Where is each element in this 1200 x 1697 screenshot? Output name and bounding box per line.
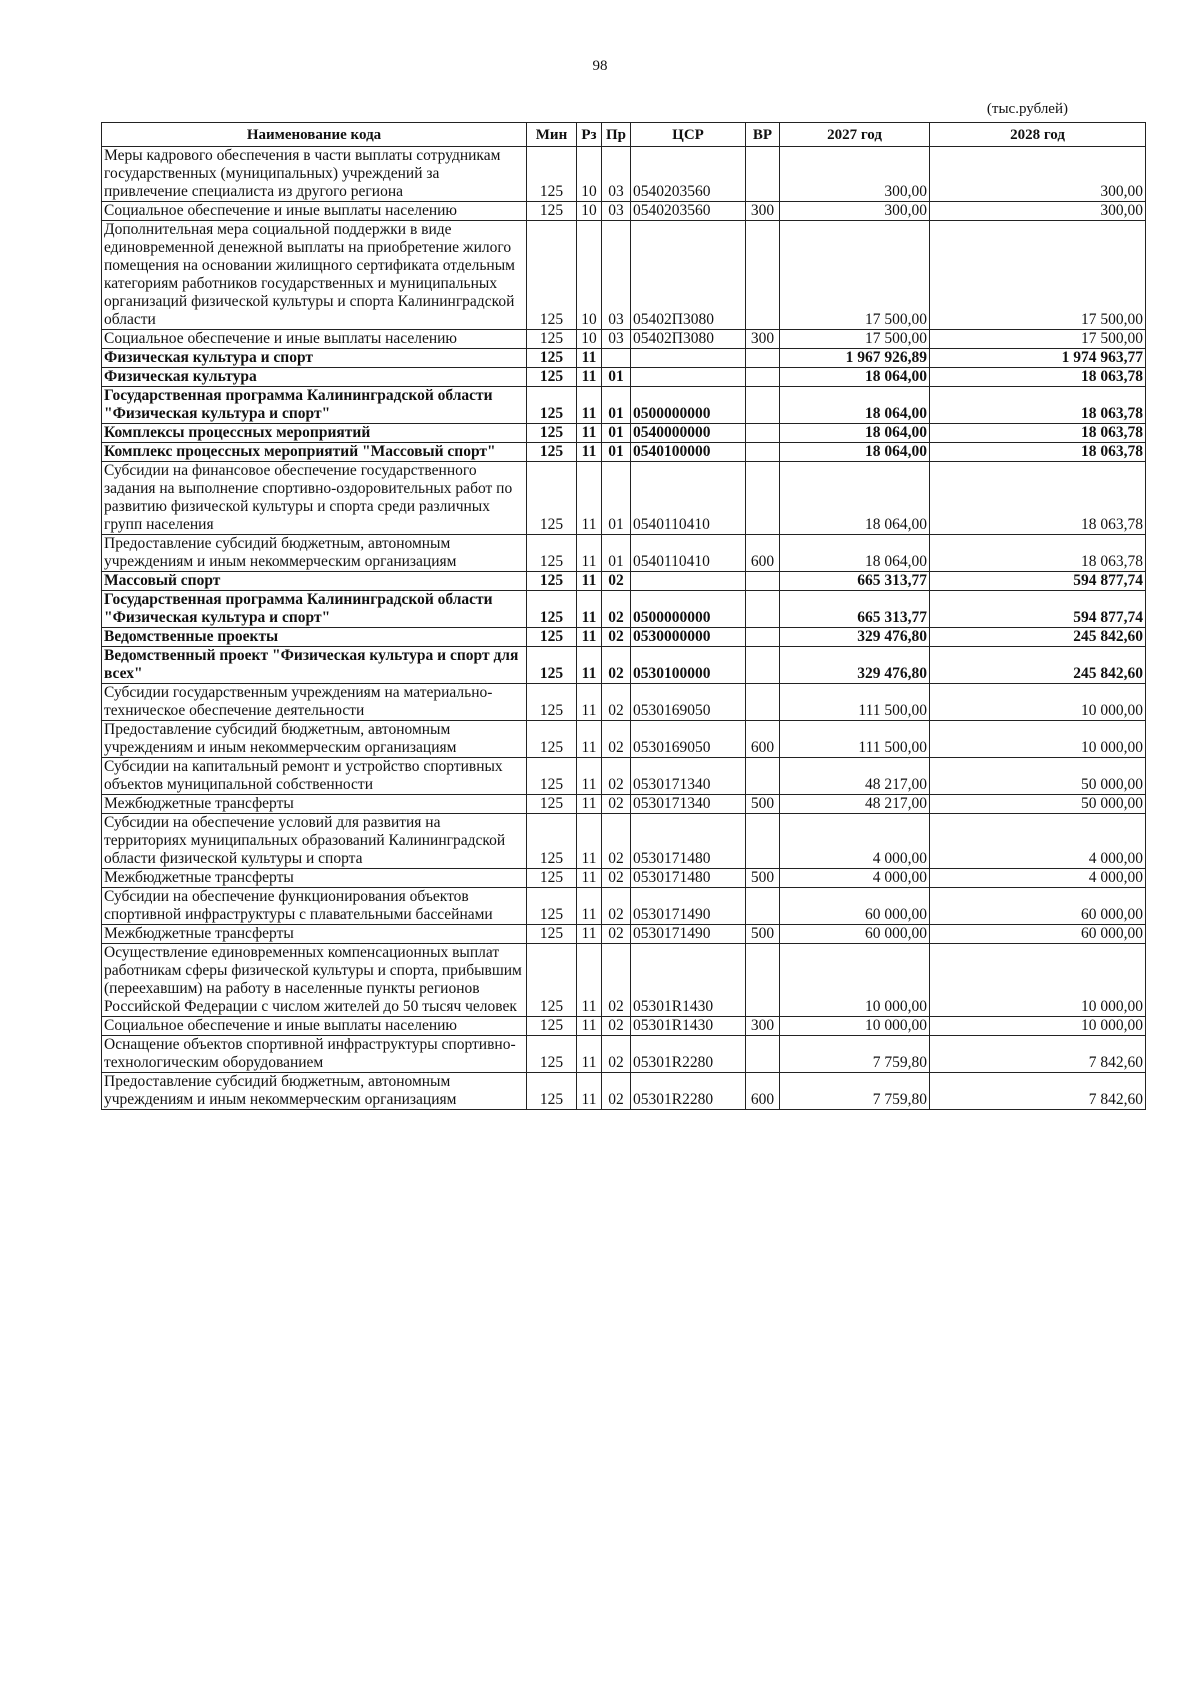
cell-2028: 594 877,74: [930, 572, 1146, 591]
cell-csr: 05301R2280: [631, 1036, 746, 1073]
cell-min: 125: [527, 888, 577, 925]
cell-2028: 10 000,00: [930, 721, 1146, 758]
cell-csr: 0530171480: [631, 869, 746, 888]
cell-csr: 0540110410: [631, 462, 746, 535]
table-row: [102, 349, 1146, 368]
cell-rz: 11: [577, 925, 602, 944]
cell-vr: [746, 684, 780, 721]
cell-min: 125: [527, 147, 577, 202]
cell-2027: 111 500,00: [780, 684, 930, 721]
cell-vr: [746, 1036, 780, 1073]
table-row: [102, 721, 1146, 758]
cell-2028: 4 000,00: [930, 869, 1146, 888]
cell-2028: 50 000,00: [930, 758, 1146, 795]
cell-name: Комплексы процессных мероприятий: [102, 424, 527, 443]
cell-2027: 18 064,00: [780, 535, 930, 572]
cell-pr: [602, 349, 631, 368]
cell-pr: 02: [602, 944, 631, 1017]
cell-csr: 0530171490: [631, 888, 746, 925]
cell-csr: [631, 349, 746, 368]
cell-2028: 4 000,00: [930, 814, 1146, 869]
cell-name: Предоставление субсидий бюджетным, автономным учреждениям и иным некоммерческим организациям: [102, 721, 527, 758]
cell-pr: 02: [602, 869, 631, 888]
cell-vr: 600: [746, 535, 780, 572]
cell-name: Межбюджетные трансферты: [102, 925, 527, 944]
cell-2028: 18 063,78: [930, 387, 1146, 424]
cell-name: Межбюджетные трансферты: [102, 869, 527, 888]
cell-rz: 11: [577, 888, 602, 925]
column-header-2028: 2028 год: [930, 123, 1146, 147]
cell-2028: 18 063,78: [930, 462, 1146, 535]
cell-name: Предоставление субсидий бюджетным, автономным учреждениям и иным некоммерческим организациям: [102, 535, 527, 572]
cell-min: 125: [527, 424, 577, 443]
cell-2028: 60 000,00: [930, 925, 1146, 944]
cell-vr: [746, 647, 780, 684]
cell-pr: 02: [602, 795, 631, 814]
cell-rz: 11: [577, 628, 602, 647]
cell-name: Оснащение объектов спортивной инфраструктуры спортивно-технологическим оборудованием: [102, 1036, 527, 1073]
cell-2027: 665 313,77: [780, 591, 930, 628]
cell-rz: 11: [577, 721, 602, 758]
cell-2027: 18 064,00: [780, 424, 930, 443]
table-row: [102, 330, 1146, 349]
cell-pr: 02: [602, 1073, 631, 1110]
cell-vr: 500: [746, 925, 780, 944]
cell-min: 125: [527, 572, 577, 591]
cell-vr: 500: [746, 795, 780, 814]
budget-table: [101, 122, 1146, 1110]
table-row: [102, 443, 1146, 462]
units-label: (тыс.рублей): [986, 101, 1068, 117]
cell-2027: 1 967 926,89: [780, 349, 930, 368]
cell-2027: 329 476,80: [780, 647, 930, 684]
cell-2028: 594 877,74: [930, 591, 1146, 628]
column-header-vr: ВР: [746, 123, 780, 147]
cell-min: 125: [527, 462, 577, 535]
cell-csr: 0540203560: [631, 147, 746, 202]
cell-name: Субсидии на обеспечение условий для развития на территориях муниципальных образований Калининградской области физической культуры и спорта: [102, 814, 527, 869]
cell-min: 125: [527, 684, 577, 721]
cell-pr: 02: [602, 628, 631, 647]
cell-rz: 11: [577, 535, 602, 572]
cell-vr: [746, 462, 780, 535]
cell-name: Ведомственный проект "Физическая культура и спорт для всех": [102, 647, 527, 684]
column-header-csr: ЦСР: [631, 123, 746, 147]
cell-2027: 60 000,00: [780, 925, 930, 944]
cell-min: 125: [527, 1073, 577, 1110]
cell-rz: 11: [577, 1073, 602, 1110]
cell-min: 125: [527, 647, 577, 684]
cell-pr: 02: [602, 814, 631, 869]
cell-vr: [746, 147, 780, 202]
table-row: [102, 647, 1146, 684]
cell-vr: [746, 443, 780, 462]
cell-csr: 0540100000: [631, 443, 746, 462]
cell-pr: 03: [602, 330, 631, 349]
cell-pr: 02: [602, 758, 631, 795]
table-row: [102, 814, 1146, 869]
table-row: [102, 535, 1146, 572]
cell-2027: 300,00: [780, 202, 930, 221]
table-row: [102, 147, 1146, 202]
cell-csr: 0530100000: [631, 647, 746, 684]
table-row: [102, 869, 1146, 888]
cell-min: 125: [527, 330, 577, 349]
cell-2027: 18 064,00: [780, 387, 930, 424]
table-row: [102, 221, 1146, 330]
cell-2027: 4 000,00: [780, 869, 930, 888]
cell-2027: 18 064,00: [780, 443, 930, 462]
table-row: [102, 572, 1146, 591]
cell-pr: 01: [602, 443, 631, 462]
cell-min: 125: [527, 1036, 577, 1073]
cell-vr: [746, 387, 780, 424]
cell-min: 125: [527, 1017, 577, 1036]
cell-2027: 60 000,00: [780, 888, 930, 925]
cell-2027: 10 000,00: [780, 944, 930, 1017]
cell-name: Субсидии на финансовое обеспечение государственного задания на выполнение спортивно-оздоровительных работ по развитию физической культуры и спорта среди различных групп населения: [102, 462, 527, 535]
cell-csr: 05402П3080: [631, 221, 746, 330]
table-row: [102, 591, 1146, 628]
table-body: [102, 147, 1146, 1110]
cell-2027: 329 476,80: [780, 628, 930, 647]
cell-2027: 665 313,77: [780, 572, 930, 591]
cell-2028: 10 000,00: [930, 944, 1146, 1017]
cell-name: Социальное обеспечение и иные выплаты населению: [102, 1017, 527, 1036]
cell-min: 125: [527, 202, 577, 221]
cell-2027: 48 217,00: [780, 795, 930, 814]
cell-name: Социальное обеспечение и иные выплаты населению: [102, 330, 527, 349]
cell-pr: 02: [602, 721, 631, 758]
cell-min: 125: [527, 221, 577, 330]
cell-vr: 300: [746, 1017, 780, 1036]
cell-vr: [746, 888, 780, 925]
cell-csr: 0530169050: [631, 721, 746, 758]
cell-2028: 50 000,00: [930, 795, 1146, 814]
cell-csr: 05402П3080: [631, 330, 746, 349]
cell-pr: 01: [602, 462, 631, 535]
cell-2028: 10 000,00: [930, 684, 1146, 721]
cell-min: 125: [527, 368, 577, 387]
cell-min: 125: [527, 628, 577, 647]
column-header-rz: Рз: [577, 123, 602, 147]
table-row: [102, 387, 1146, 424]
cell-2028: 245 842,60: [930, 628, 1146, 647]
cell-vr: [746, 424, 780, 443]
cell-rz: 11: [577, 1017, 602, 1036]
table-row: [102, 795, 1146, 814]
cell-rz: 11: [577, 869, 602, 888]
cell-2028: 17 500,00: [930, 330, 1146, 349]
cell-pr: 02: [602, 591, 631, 628]
cell-vr: [746, 368, 780, 387]
cell-name: Меры кадрового обеспечения в части выплаты сотрудникам государственных (муниципальных) учреждений за привлечение специалиста из другого региона: [102, 147, 527, 202]
cell-2028: 245 842,60: [930, 647, 1146, 684]
cell-pr: 02: [602, 684, 631, 721]
cell-vr: 600: [746, 1073, 780, 1110]
cell-2027: 10 000,00: [780, 1017, 930, 1036]
cell-rz: 11: [577, 591, 602, 628]
cell-2028: 18 063,78: [930, 368, 1146, 387]
cell-2027: 17 500,00: [780, 330, 930, 349]
cell-name: Комплекс процессных мероприятий "Массовый спорт": [102, 443, 527, 462]
cell-min: 125: [527, 814, 577, 869]
column-header-pr: Пр: [602, 123, 631, 147]
cell-csr: 0540203560: [631, 202, 746, 221]
table-header-row: [102, 123, 1146, 147]
cell-pr: 02: [602, 888, 631, 925]
cell-min: 125: [527, 721, 577, 758]
cell-2027: 300,00: [780, 147, 930, 202]
cell-rz: 10: [577, 221, 602, 330]
cell-pr: 03: [602, 147, 631, 202]
cell-2028: 300,00: [930, 147, 1146, 202]
cell-vr: [746, 572, 780, 591]
cell-2027: 48 217,00: [780, 758, 930, 795]
table-row: [102, 424, 1146, 443]
cell-rz: 11: [577, 944, 602, 1017]
cell-pr: 03: [602, 221, 631, 330]
cell-vr: [746, 944, 780, 1017]
cell-2028: 7 842,60: [930, 1073, 1146, 1110]
cell-vr: [746, 349, 780, 368]
cell-name: Осуществление единовременных компенсационных выплат работникам сферы физической культуры и спорта, прибывшим (переехавшим) на работу в населенные пункты регионов Российской Федерации с числом жителей до 50 тысяч человек: [102, 944, 527, 1017]
cell-rz: 11: [577, 572, 602, 591]
cell-rz: 11: [577, 647, 602, 684]
cell-rz: 11: [577, 795, 602, 814]
table-row: [102, 368, 1146, 387]
cell-name: Государственная программа Калининградской области "Физическая культура и спорт": [102, 387, 527, 424]
cell-2028: 10 000,00: [930, 1017, 1146, 1036]
cell-2027: 7 759,80: [780, 1036, 930, 1073]
cell-2028: 7 842,60: [930, 1036, 1146, 1073]
table-row: [102, 1036, 1146, 1073]
cell-csr: 05301R2280: [631, 1073, 746, 1110]
table-row: [102, 925, 1146, 944]
cell-rz: 11: [577, 1036, 602, 1073]
cell-2027: 111 500,00: [780, 721, 930, 758]
cell-name: Государственная программа Калининградской области "Физическая культура и спорт": [102, 591, 527, 628]
cell-min: 125: [527, 443, 577, 462]
cell-min: 125: [527, 349, 577, 368]
cell-2028: 18 063,78: [930, 443, 1146, 462]
table-row: [102, 888, 1146, 925]
cell-csr: 0530000000: [631, 628, 746, 647]
cell-pr: 02: [602, 1036, 631, 1073]
cell-rz: 10: [577, 330, 602, 349]
cell-csr: 0530171340: [631, 758, 746, 795]
cell-min: 125: [527, 758, 577, 795]
cell-rz: 11: [577, 368, 602, 387]
cell-csr: [631, 572, 746, 591]
cell-min: 125: [527, 591, 577, 628]
cell-rz: 11: [577, 387, 602, 424]
cell-pr: 01: [602, 387, 631, 424]
cell-vr: [746, 591, 780, 628]
cell-csr: 0530171340: [631, 795, 746, 814]
cell-rz: 11: [577, 814, 602, 869]
cell-2027: 18 064,00: [780, 368, 930, 387]
cell-name: Субсидии государственным учреждениям на материально-техническое обеспечение деятельности: [102, 684, 527, 721]
cell-csr: 0530171490: [631, 925, 746, 944]
cell-2027: 17 500,00: [780, 221, 930, 330]
cell-min: 125: [527, 869, 577, 888]
cell-vr: [746, 221, 780, 330]
table-row: [102, 628, 1146, 647]
cell-min: 125: [527, 387, 577, 424]
cell-vr: [746, 628, 780, 647]
cell-name: Ведомственные проекты: [102, 628, 527, 647]
table-row: [102, 684, 1146, 721]
cell-name: Субсидии на обеспечение функционирования объектов спортивной инфраструктуры с плавательными бассейнами: [102, 888, 527, 925]
cell-rz: 11: [577, 462, 602, 535]
cell-2027: 4 000,00: [780, 814, 930, 869]
table-row: [102, 1073, 1146, 1110]
page-number: 98: [592, 58, 608, 74]
table-row: [102, 1017, 1146, 1036]
cell-min: 125: [527, 535, 577, 572]
table-row: [102, 202, 1146, 221]
cell-pr: 01: [602, 535, 631, 572]
cell-vr: [746, 814, 780, 869]
column-header-name: Наименование кода: [102, 123, 527, 147]
cell-rz: 10: [577, 202, 602, 221]
cell-vr: 500: [746, 869, 780, 888]
table-row: [102, 462, 1146, 535]
cell-csr: 0540110410: [631, 535, 746, 572]
cell-pr: 01: [602, 368, 631, 387]
cell-csr: 05301R1430: [631, 944, 746, 1017]
cell-name: Социальное обеспечение и иные выплаты населению: [102, 202, 527, 221]
cell-rz: 10: [577, 147, 602, 202]
cell-2027: 18 064,00: [780, 462, 930, 535]
cell-2028: 1 974 963,77: [930, 349, 1146, 368]
column-header-2027: 2027 год: [780, 123, 930, 147]
cell-2028: 18 063,78: [930, 424, 1146, 443]
cell-min: 125: [527, 925, 577, 944]
table-row: [102, 944, 1146, 1017]
cell-rz: 11: [577, 684, 602, 721]
cell-vr: 600: [746, 721, 780, 758]
cell-pr: 02: [602, 647, 631, 684]
cell-2028: 60 000,00: [930, 888, 1146, 925]
cell-pr: 02: [602, 1017, 631, 1036]
column-header-min: Мин: [527, 123, 577, 147]
table-row: [102, 758, 1146, 795]
cell-min: 125: [527, 795, 577, 814]
cell-csr: 0500000000: [631, 591, 746, 628]
cell-2028: 18 063,78: [930, 535, 1146, 572]
cell-name: Предоставление субсидий бюджетным, автономным учреждениям и иным некоммерческим организациям: [102, 1073, 527, 1110]
cell-2028: 300,00: [930, 202, 1146, 221]
cell-rz: 11: [577, 349, 602, 368]
cell-csr: 0540000000: [631, 424, 746, 443]
cell-csr: 0500000000: [631, 387, 746, 424]
cell-pr: 03: [602, 202, 631, 221]
cell-vr: 300: [746, 202, 780, 221]
cell-name: Дополнительная мера социальной поддержки в виде единовременной денежной выплаты на приобретение жилого помещения на основании жилищного сертификата отдельным категориям работников государственных и муниципальных организаций физической культуры и спорта Калининградской области: [102, 221, 527, 330]
cell-rz: 11: [577, 443, 602, 462]
cell-min: 125: [527, 944, 577, 1017]
cell-csr: 0530169050: [631, 684, 746, 721]
cell-name: Субсидии на капитальный ремонт и устройство спортивных объектов муниципальной собственности: [102, 758, 527, 795]
cell-pr: 01: [602, 424, 631, 443]
cell-csr: 0530171480: [631, 814, 746, 869]
cell-vr: 300: [746, 330, 780, 349]
cell-rz: 11: [577, 758, 602, 795]
cell-name: Межбюджетные трансферты: [102, 795, 527, 814]
cell-2028: 17 500,00: [930, 221, 1146, 330]
cell-csr: 05301R1430: [631, 1017, 746, 1036]
cell-name: Физическая культура и спорт: [102, 349, 527, 368]
cell-2027: 7 759,80: [780, 1073, 930, 1110]
cell-pr: 02: [602, 925, 631, 944]
cell-csr: [631, 368, 746, 387]
cell-rz: 11: [577, 424, 602, 443]
cell-vr: [746, 758, 780, 795]
cell-pr: 02: [602, 572, 631, 591]
cell-name: Массовый спорт: [102, 572, 527, 591]
cell-name: Физическая культура: [102, 368, 527, 387]
